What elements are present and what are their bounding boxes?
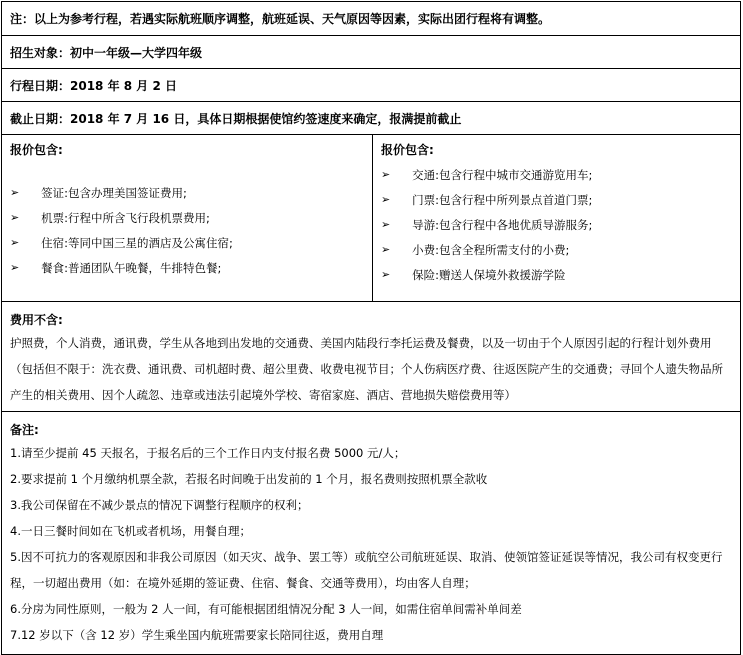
arrow-bullet-icon: ➢	[10, 211, 20, 224]
arrow-bullet-icon: ➢	[381, 243, 391, 256]
item-text: 包含行程中城市交通游览用车;	[439, 167, 593, 182]
item-text: 普通团队午晚餐，牛排特色餐;	[68, 260, 222, 275]
included-right-column	[373, 135, 740, 301]
item-text: 包含行程中所列景点首道门票;	[439, 192, 593, 207]
list-item	[10, 205, 364, 230]
remark-item: 5.因不可抗力的客观原因和非我公司原因（如天灾、战争、罢工等）或航空公司航班延误、取消、使领馆签证延误等情况，我公司有权变更行程，一切超出费用（如：在境外延期的签证费、住宿、餐食、交通等费用），均由客人自理；	[10, 550, 723, 590]
list-item	[10, 230, 364, 255]
item-label: 交通:	[412, 167, 439, 182]
note-text: 注：以上为参考行程，若遇实际航班顺序调整，航班延误、天气原因等因素，实际出团行程将有调整。	[10, 12, 551, 26]
item-text: 包含办理美国签证费用;	[68, 185, 187, 200]
item-text: 包含全程所需支付的小费;	[439, 242, 570, 257]
fees-excluded-section	[1, 301, 741, 411]
list-item	[381, 212, 732, 237]
list-item	[10, 180, 364, 205]
list-item	[381, 187, 732, 212]
trip-date-row	[1, 68, 741, 101]
item-label: 保险:	[412, 267, 439, 282]
price-included-section	[1, 134, 741, 301]
item-text: 等同中国三星的酒店及公寓住宿;	[68, 235, 233, 250]
arrow-bullet-icon: ➢	[10, 236, 20, 249]
remark-item: 1.请至少提前 45 天报名，于报名后的三个工作日内支付报名费 5000 元/人；	[10, 446, 406, 460]
item-text: 包含行程中各地优质导游服务;	[439, 217, 593, 232]
enrollment-row	[1, 35, 741, 68]
excluded-body: 护照费，个人消费，通讯费，学生从各地到出发地的交通费、美国内陆段行李托运费及餐费，以及一切由于个人原因引起的行程计划外费用（包括但不限于：洗衣费、通讯费、司机超时费、超公里费、收费电视节目；个人伤病医疗费、往返医院产生的交通费；寻回个人遗失物品所产生的相关费用、因个人疏忽、违章或违法引起境外学校、寄宿家庭、酒店、营地损失赔偿费用等）	[10, 336, 723, 402]
included-left-heading: 报价包含:	[10, 143, 63, 157]
item-label: 小费:	[412, 242, 439, 257]
arrow-bullet-icon: ➢	[381, 218, 391, 231]
list-item	[381, 262, 732, 287]
deadline-row	[1, 101, 741, 134]
included-left-column	[2, 135, 373, 301]
itinerary-note	[1, 1, 741, 35]
itinerary-info-table	[1, 1, 741, 655]
item-text: 赠送人保境外救援游学险	[439, 267, 566, 282]
remarks-section	[1, 411, 741, 655]
remark-item: 2.要求提前 1 个月缴纳机票全款，若报名时间晚于出发前的 1 个月，报名费则按照机票全款收	[10, 472, 488, 486]
remark-item: 3.我公司保留在不减少景点的情况下调整行程顺序的权利；	[10, 498, 309, 512]
list-item	[381, 162, 732, 187]
arrow-bullet-icon: ➢	[10, 261, 20, 274]
item-label: 机票:	[41, 210, 68, 225]
remark-item: 6.分房为同性原则，一般为 2 人一间，有可能根据团组情况分配 3 人一间，如需住宿单间需补单间差	[10, 602, 522, 616]
item-label: 导游:	[412, 217, 439, 232]
arrow-bullet-icon: ➢	[381, 168, 391, 181]
remarks-heading: 备注:	[10, 422, 39, 437]
item-text: 行程中所含飞行段机票费用;	[68, 210, 210, 225]
deadline-text: 截止日期：2018 年 7 月 16 日，具体日期根据使馆约签速度来确定，报满提前截止	[10, 111, 462, 126]
included-right-list	[381, 162, 732, 287]
item-label: 住宿:	[41, 235, 68, 250]
list-item	[381, 237, 732, 262]
remark-item: 4.一日三餐时间如在飞机或者机场，用餐自理；	[10, 524, 251, 538]
item-label: 门票:	[412, 192, 439, 207]
remark-item: 7.12 岁以下（含 12 岁）学生乘坐国内航班需要家长陪同往返，费用自理	[10, 628, 384, 642]
included-right-heading: 报价包含:	[381, 143, 434, 157]
arrow-bullet-icon: ➢	[10, 186, 20, 199]
included-left-list	[10, 180, 364, 280]
enrollment-text: 招生对象：初中一年级—大学四年级	[10, 45, 203, 60]
arrow-bullet-icon: ➢	[381, 268, 391, 281]
excluded-heading: 费用不含:	[10, 312, 63, 327]
list-item	[10, 255, 364, 280]
item-label: 餐食:	[41, 260, 68, 275]
item-label: 签证:	[41, 185, 68, 200]
trip-date-text: 行程日期：2018 年 8 月 2 日	[10, 78, 177, 93]
arrow-bullet-icon: ➢	[381, 193, 391, 206]
